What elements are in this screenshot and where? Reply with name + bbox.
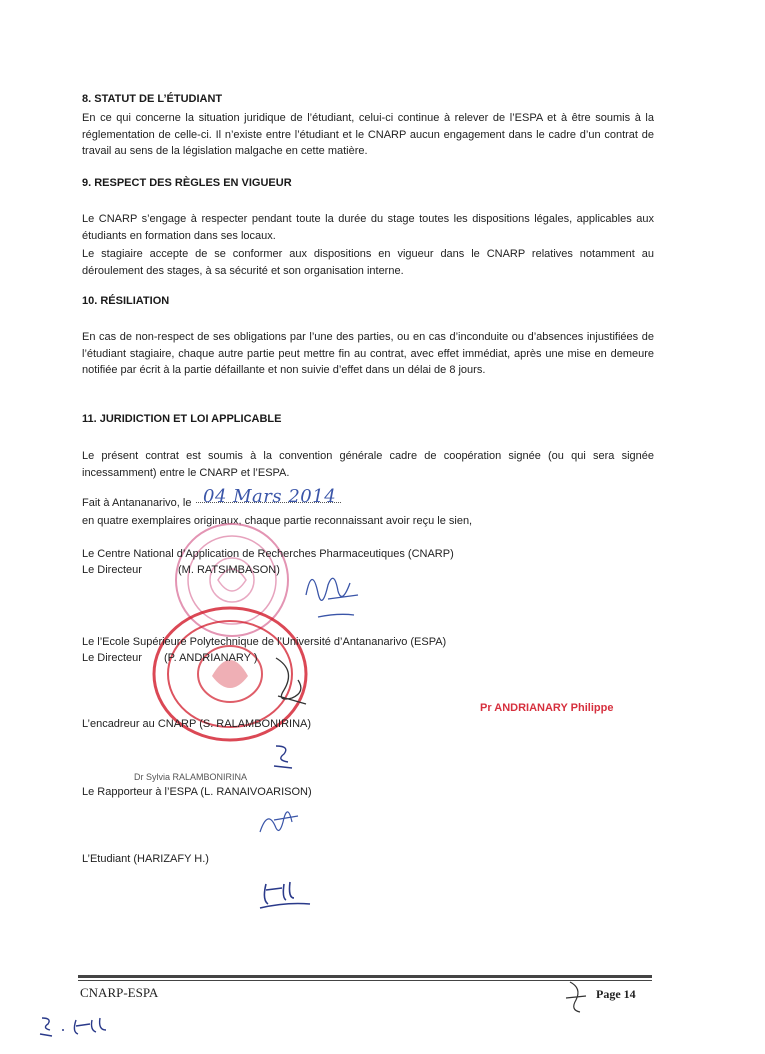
cnarp-organization: Le Centre National d’Application de Recherches Pharmaceutiques (CNARP) <box>82 548 454 560</box>
page-number: Page 14 <box>596 987 636 1001</box>
rapporteur-stamp-name: Dr Sylvia RALAMBONIRINA <box>134 772 248 782</box>
section-9-paragraph-1: Le CNARP s’engage à respecter pendant toute la durée du stage toutes les dispositions légales, applicables aux étudiants en formation dans ses locaux. <box>82 213 654 242</box>
espa-organization: Le l’Ecole Supérieure Polytechnique de l’Université d’Antananarivo (ESPA) <box>82 636 447 648</box>
cnarp-director-role: Le Directeur <box>82 564 142 576</box>
section-9-paragraph-2: Le stagiaire accepte de se conformer aux dispositions en vigueur dans le CNARP relatives notamment au déroulement des stages, à sa sécurité et son organisation interne. <box>82 248 654 277</box>
etudiant-signature <box>256 876 316 912</box>
section-11-paragraph: Le présent contrat est soumis à la convention générale cadre de coopération signée (ou qui sera signée incessamment) entre le CNARP et l’ESPA. <box>82 450 654 479</box>
section-8-paragraph: En ce qui concerne la situation juridique de l’étudiant, celui-ci continue à relever de l’ESPA et à être soumis à la réglementation de celle-ci. Il n’existe entre l’étudiant et le CNARP aucun engagement dans le cadre d’un contrat de travail au sens de la législation malgache en cette matière. <box>82 112 654 157</box>
espa-director-role: Le Directeur <box>82 652 142 664</box>
footer-label: CNARP-ESPA <box>80 985 159 1000</box>
signing-place: Fait à Antananarivo, le <box>82 497 192 509</box>
espa-director-name: (P. ANDRIANARY ) <box>164 652 258 664</box>
rapporteur-line: Le Rapporteur à l’ESPA (L. RANAIVOARISON) <box>82 786 312 798</box>
cnarp-director-name: (M. RATSIMBASON) <box>178 564 280 576</box>
section-10-heading: 10. RÉSILIATION <box>82 295 170 307</box>
section-9-heading: 9. RESPECT DES RÈGLES EN VIGUEUR <box>82 177 292 189</box>
section-8-heading: 8. STATUT DE L’ÉTUDIANT <box>82 93 223 105</box>
espa-director-signature <box>266 650 316 710</box>
copies-line: en quatre exemplaires originaux, chaque partie reconnaissant avoir reçu le sien, <box>82 515 473 527</box>
encadreur-line: L’encadreur au CNARP (S. RALAMBONIRINA) <box>82 718 312 730</box>
handwritten-date: 04 Mars 2014 <box>203 486 337 507</box>
page-initials <box>36 1010 116 1040</box>
footer-initial-mark <box>562 978 590 1016</box>
rapporteur-signature <box>254 798 304 838</box>
etudiant-line: L’Etudiant (HARIZAFY H.) <box>82 853 209 865</box>
section-11-heading: 11. JURIDICTION ET LOI APPLICABLE <box>82 413 282 425</box>
encadreur-signature <box>268 740 298 770</box>
section-10-paragraph: En cas de non-respect de ses obligations par l’une des parties, ou en cas d’inconduite ou d’absences injustifiées de l’étudiant stagiaire, chaque autre partie peut mettre fin au contrat, avec effet immédiat, après une mise en demeure notifiée par écrit à la partie défaillante et non suivie d’effet dans un délai de 8 jours. <box>82 331 654 376</box>
espa-stamp-name: Pr ANDRIANARY Philippe <box>480 702 614 714</box>
